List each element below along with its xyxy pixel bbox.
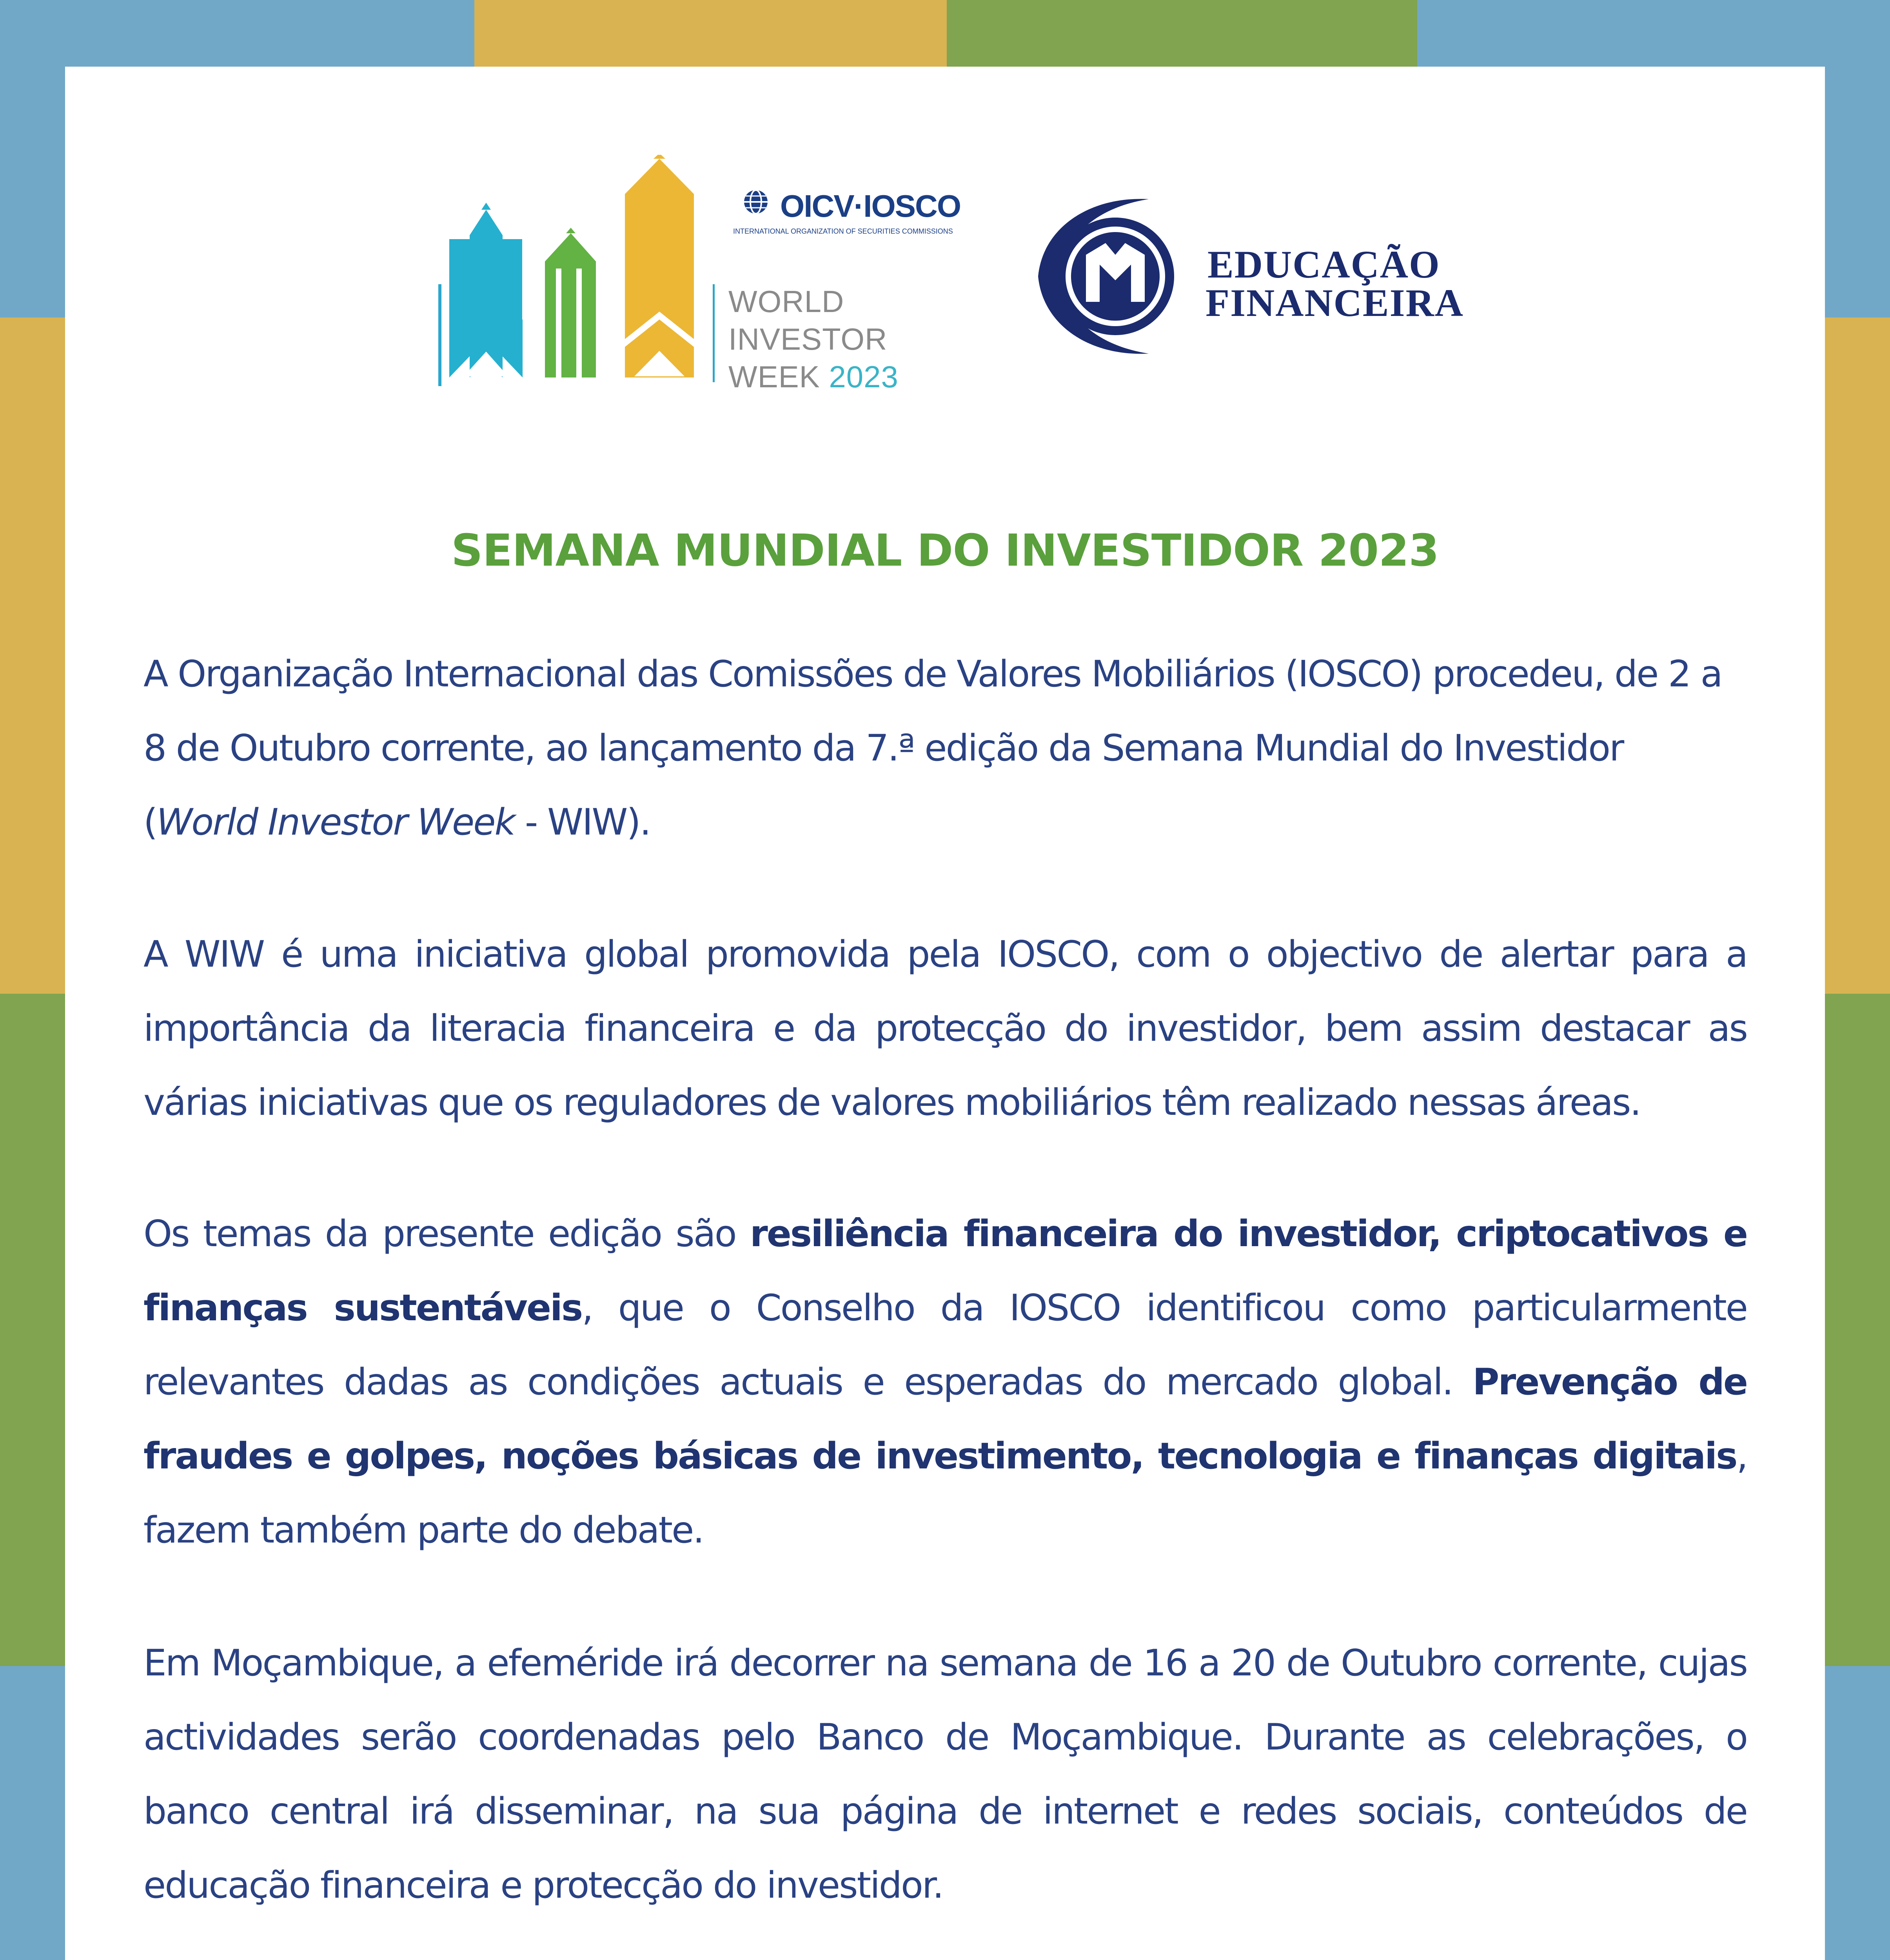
- educacao-logo-line1: EDUCAÇÃO: [1207, 243, 1440, 286]
- iosco-logo-text: OICV·IOSCO: [780, 189, 961, 223]
- paragraph-wiw-description: A WIW é uma iniciativa global promovida pela IOSCO, com o objectivo de alertar para a importância da literacia financeira e da protecção do investidor, bem assim destacar as várias iniciativas que os reguladores de valores mobiliários têm realizado nessas áreas.: [143, 933, 1747, 1123]
- frame-left-blue-bottom: [0, 1666, 65, 1960]
- paragraph-intro-text: A Organização Internacional das Comissões de Valores Mobiliários (IOSCO) procedeu, de 2 a 8 de Outubro corrente, ao lançamento da 7.ª edição da Semana Mundial do Investidor (: [143, 653, 1722, 843]
- frame-right-blue-bottom: [1825, 1666, 1890, 1960]
- paragraph-themes-end: , fazem também parte do debate.: [143, 1435, 1747, 1551]
- paragraph-themes: [143, 1197, 1747, 1567]
- paragraph-mozambique: Em Moçambique, a efeméride irá decorrer na semana de 16 a 20 de Outubro corrente, cujas actividades serão coordenadas pelo Banco de Moçambique. Durante as celebrações, o banco central irá disseminar, na sua página de internet e redes sociais, conteúdos de educação financeira e protecção do investidor.: [143, 1642, 1747, 1906]
- frame-right-green: [1825, 994, 1890, 1666]
- wiw-word-world: WORLD: [728, 284, 844, 319]
- wiw-year: 2023: [829, 359, 899, 394]
- paragraph-themes-middle: , que o Conselho da IOSCO identificou como particularmente relevantes dadas as condições actuais e esperadas do mercado global.: [143, 1287, 1747, 1403]
- educacao-logo-line2: FINANCEIRA: [1206, 281, 1464, 325]
- paragraph-themes-text: Os temas da presente edição são: [143, 1212, 750, 1255]
- paragraph-themes-bold-2: Prevenção de fraudes e golpes, noções básicas de investimento, tecnologia e finanças digitais: [143, 1361, 1747, 1477]
- wiw-word-week-line: [728, 361, 899, 392]
- paragraph-themes-bold-1: resiliência financeira do investidor, criptocativos e finanças sustentáveis: [143, 1212, 1747, 1329]
- paragraph-intro: [143, 637, 1747, 859]
- wiw-word-investor: INVESTOR: [728, 322, 888, 356]
- frame-left-green: [0, 994, 65, 1666]
- paragraph-intro-italic: World Investor Week: [156, 801, 515, 843]
- wiw-word-week: WEEK: [728, 359, 820, 394]
- logo-row: [0, 0, 1890, 431]
- educacao-financeira-emblem-icon: [1035, 196, 1176, 357]
- paragraph-intro-end: - WIW).: [514, 801, 650, 843]
- page-title: SEMANA MUNDIAL DO INVESTIDOR 2023: [451, 525, 1439, 576]
- iosco-logo-subtitle: INTERNATIONAL ORGANIZATION OF SECURITIES COMMISSIONS: [733, 227, 953, 235]
